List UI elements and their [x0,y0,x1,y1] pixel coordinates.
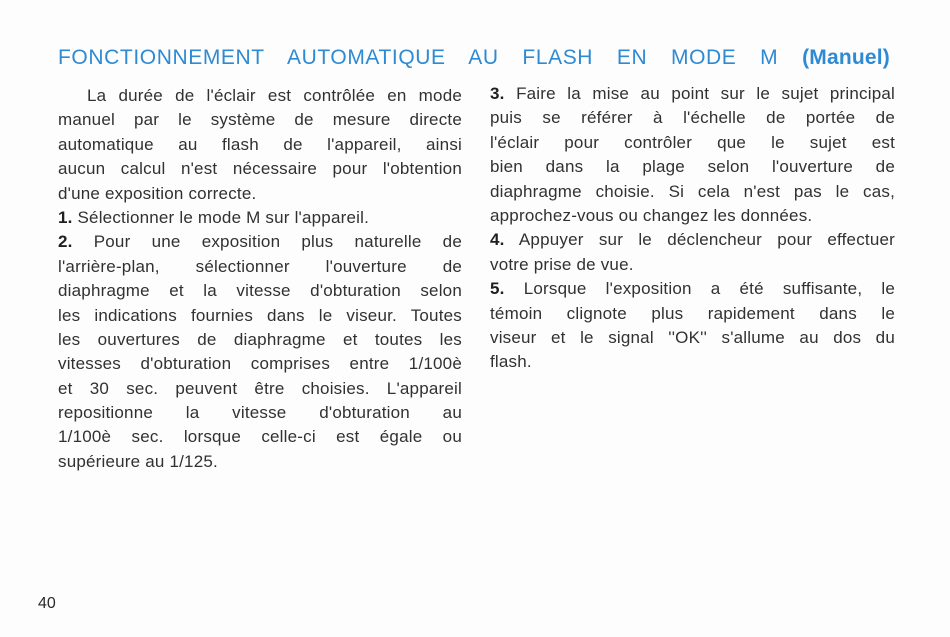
line-text: supérieure au 1/125. [58,451,218,471]
step-number: 5. [490,279,505,299]
text-line-content [490,352,532,371]
text-line-content [490,182,895,201]
text-line [58,206,462,230]
text-line-content [490,157,895,176]
line-text: votre prise de vue. [490,254,634,274]
intro-paragraph [58,84,462,206]
text-line [58,401,462,425]
text-line-content [58,232,462,251]
text-line [58,182,462,206]
line-text: l'éclair pour contrôler que le sujet est [490,132,895,152]
text-line [490,204,895,228]
text-line [490,155,895,179]
line-text: 1/100è sec. lorsque celle-ci est égale ou [58,427,462,447]
text-line-content [490,328,895,347]
page-title-text [58,46,890,69]
line-text: Appuyer sur le déclencheur pour effectuer [518,230,895,250]
text-line [58,352,462,376]
text-line-content [58,306,462,325]
text-line [58,377,462,401]
line-text: vitesses d'obturation comprises entre 1/100è [58,354,462,374]
text-line [58,304,462,328]
right-column [490,82,895,375]
text-line-content [87,86,462,105]
line-text: l'arrière-plan, sélectionner l'ouverture de [58,256,462,276]
text-line-content [58,110,462,129]
text-line [490,253,895,277]
text-line-content [58,184,256,203]
text-line [58,108,462,132]
text-line-content [58,208,369,227]
step-5 [490,277,895,375]
text-line-content [58,135,462,154]
line-text: automatique au flash de l'appareil, ainsi [58,134,462,154]
text-line [490,131,895,155]
step-number: 3. [490,84,505,103]
line-text: Sélectionner le mode M sur l'appareil. [77,207,370,227]
page-title [58,45,890,71]
step-number: 1. [58,207,73,227]
text-line [490,82,895,106]
text-line [58,255,462,279]
text-line-content [490,108,895,127]
text-line-content [490,230,895,249]
text-line [58,425,462,449]
text-line [58,84,462,108]
text-line [58,328,462,352]
text-line [58,450,462,474]
step-1 [58,206,462,230]
text-line [490,302,895,326]
text-line-content [490,279,895,298]
text-line [490,106,895,130]
line-text: repositionne la vitesse d'obturation au [58,403,462,423]
text-line [58,133,462,157]
text-line-content [490,304,895,323]
text-line [58,279,462,303]
line-text: diaphragme choisie. Si cela n'est pas le cas, [490,181,895,201]
line-text: d'une exposition correcte. [58,183,257,203]
title-mode: (Manuel) [802,46,890,69]
text-line-content [490,255,634,274]
text-line-content [490,84,895,103]
line-text: témoin clignote plus rapidement dans le [490,303,895,323]
text-line-content [58,281,462,300]
step-3 [490,82,895,228]
line-text: La durée de l'éclair est contrôlée en mode [87,86,462,105]
line-text: bien dans la plage selon l'ouverture de [490,157,895,177]
left-column [58,84,462,474]
text-line-content [490,133,895,152]
text-line [490,180,895,204]
step-2 [58,230,462,474]
text-line-content [58,159,462,178]
text-line-content [58,403,462,422]
title-main: FONCTIONNEMENT AUTOMATIQUE AU FLASH EN MODE M [58,46,779,69]
line-text: Pour une exposition plus naturelle de [93,232,462,252]
line-text: manuel par le système de mesure directe [58,110,462,130]
line-text: les indications fournies dans le viseur. Toutes [58,305,462,325]
line-text: viseur et le signal ''OK'' s'allume au dos du [490,327,895,347]
line-text: les ouvertures de diaphragme et toutes les [58,329,462,349]
line-text: Lorsque l'exposition a été suffisante, le [523,279,895,299]
step-number: 2. [58,232,73,252]
text-line-content [58,257,462,276]
page-number: 40 [38,595,56,612]
text-line [490,228,895,252]
text-line [58,157,462,181]
text-line-content [490,206,812,225]
line-text: aucun calcul n'est nécessaire pour l'obtention [58,159,462,179]
text-line [490,350,895,374]
line-text: Faire la mise au point sur le sujet principal [516,84,895,103]
line-text: et 30 sec. peuvent être choisies. L'appareil [58,378,462,398]
step-number: 4. [490,230,505,250]
text-line [58,230,462,254]
line-text: flash. [490,352,532,372]
text-line-content [58,330,462,349]
line-text: puis se référer à l'échelle de portée de [490,108,895,128]
line-text: diaphragme et la vitesse d'obturation selon [58,281,462,301]
line-text: approchez-vous ou changez les données. [490,205,813,225]
text-line-content [58,354,462,373]
text-line-content [58,379,462,398]
text-line [490,277,895,301]
text-line-content [58,427,462,446]
text-line [490,326,895,350]
step-4 [490,228,895,277]
text-line-content [58,452,218,471]
